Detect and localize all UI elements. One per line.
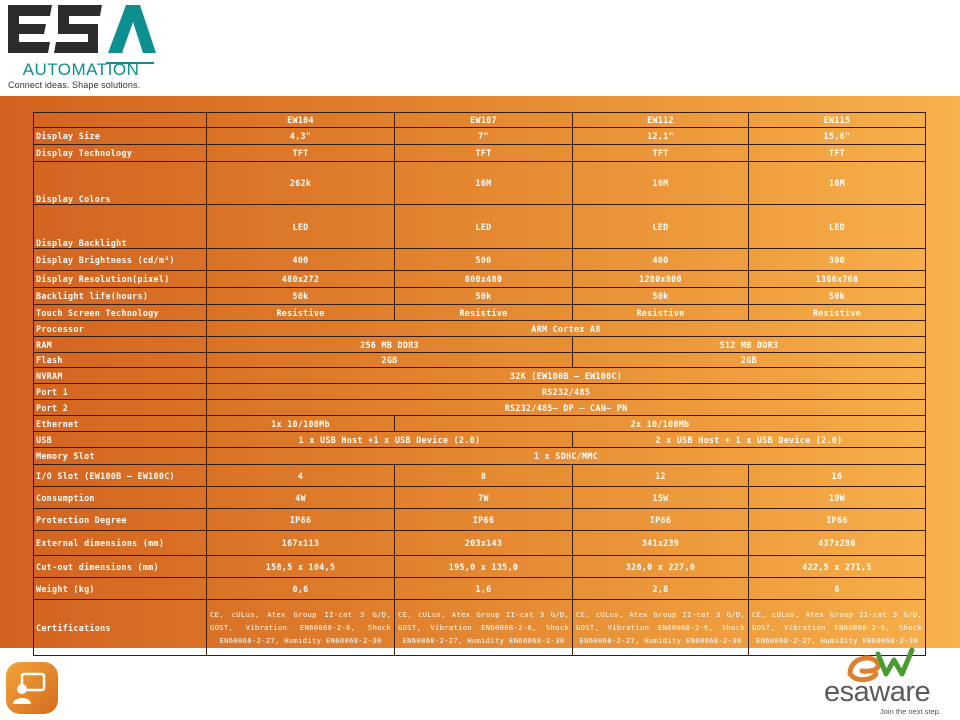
cell: Resistive [207,305,395,321]
row-label: Touch Screen Technology [34,305,207,321]
cell: 8 [395,465,573,487]
cell: 15W [573,487,749,509]
row-label: I/O Slot (EW100B – EW100C) [34,465,207,487]
cell: LED [395,205,573,249]
cell: RS232/485 [207,384,926,400]
row-label: External dimensions (mm) [34,531,207,556]
cell: Resistive [573,305,749,321]
cell: 2x 10/100Mb [395,416,926,432]
header-empty-cell [34,113,207,128]
cell: 0,6 [207,578,395,600]
esa-tagline: Connect ideas. Shape solutions. [8,80,141,90]
cell: 4,3" [207,128,395,145]
table-row [34,271,926,288]
cell: 7" [395,128,573,145]
cell: 12 [573,465,749,487]
row-label: Display Resolution(pixel) [34,271,207,288]
cell: ARM Cortex A8 [207,321,926,337]
cell: CE, cULus, Atex Group II-cat 3 G/D, GOST, Vibration EN60068-2-6, Shock EN60068-2-27, Humidity EN60068-2-30 [395,600,573,656]
cell: 326,0 x 227,0 [573,556,749,578]
table-row [34,162,926,205]
cell: 15,6" [749,128,926,145]
cell: 19W [749,487,926,509]
cell: 2GB [573,353,926,368]
row-label: Processor [34,321,207,337]
table-row [34,448,926,465]
table-row [34,249,926,271]
cell: 1,6 [395,578,573,600]
table-row [34,416,926,432]
table-row [34,337,926,353]
cell: TFT [749,145,926,162]
row-label: Weight (kg) [34,578,207,600]
row-label: NVRAM [34,368,207,384]
cell: 16M [749,162,926,205]
cell: 2,8 [573,578,749,600]
cell: RS232/485– DP – CAN– PN [207,400,926,416]
row-label: Protection Degree [34,509,207,531]
cell: 16M [395,162,573,205]
table-row [34,321,926,337]
table-row [34,465,926,487]
cell: 50k [207,288,395,305]
cell: 4 [207,465,395,487]
row-label: Display Colors [34,162,207,205]
cell: TFT [207,145,395,162]
row-label: Cut-out dimensions (mm) [34,556,207,578]
cell: LED [749,205,926,249]
table-row [34,305,926,321]
cell: 512 MB DDR3 [573,337,926,353]
cell: 341x239 [573,531,749,556]
table-row [34,600,926,656]
cell: 1 x SDHC/MMC [207,448,926,465]
header-ew104: EW104 [207,113,395,128]
table-row [34,400,926,416]
row-label: Backlight life(hours) [34,288,207,305]
cell: 256 MB DDR3 [207,337,573,353]
table-row [34,145,926,162]
table-row [34,353,926,368]
cell: LED [573,205,749,249]
cell: IP66 [749,509,926,531]
cell: 6 [749,578,926,600]
cell: 50k [573,288,749,305]
cell: 400 [573,249,749,271]
cell: 437x286 [749,531,926,556]
cell: CE, cULus, Atex Group II-cat 3 G/D, GOST, Vibration EN60068-2-6, Shock EN60068-2-27, Humidity EN60068-2-30 [573,600,749,656]
cell: 262k [207,162,395,205]
row-label: Memory Slot [34,448,207,465]
header-ew112: EW112 [573,113,749,128]
table-row [34,288,926,305]
cell: 2GB [207,353,573,368]
cell: 167x113 [207,531,395,556]
table-row [34,487,926,509]
cell: 2 x USB Host + 1 x USB Device (2.0) [573,432,926,448]
table-row [34,384,926,400]
cell: 195,0 x 135,0 [395,556,573,578]
esaware-tagline: Join the next step. [880,707,941,716]
esa-automation-logo [6,2,156,92]
cell: IP66 [207,509,395,531]
esaware-wordmark: esaware [824,676,931,708]
cell: 7W [395,487,573,509]
cell: 300 [749,249,926,271]
row-label: USB [34,432,207,448]
row-label: Display Technology [34,145,207,162]
cell: TFT [573,145,749,162]
cell: 12,1" [573,128,749,145]
table-row [34,205,926,249]
cell: 32K (EW100B – EW100C) [207,368,926,384]
header-ew107: EW107 [395,113,573,128]
row-label: Consumption [34,487,207,509]
cell: 50k [395,288,573,305]
cell: 203x143 [395,531,573,556]
cell: 1x 10/100Mb [207,416,395,432]
cell: 1366x768 [749,271,926,288]
cell: 480x272 [207,271,395,288]
cell: 158,5 x 104,5 [207,556,395,578]
cell: Resistive [749,305,926,321]
table-header-row [34,113,926,128]
cell: 400 [207,249,395,271]
cell: 4W [207,487,395,509]
table-row [34,578,926,600]
cell: IP66 [573,509,749,531]
row-label: Ethernet [34,416,207,432]
table-row [34,432,926,448]
cell: 50k [749,288,926,305]
cell: 800x480 [395,271,573,288]
cell: 16M [573,162,749,205]
row-label: Port 1 [34,384,207,400]
table-row [34,128,926,145]
row-label: Port 2 [34,400,207,416]
cell: 1280x800 [573,271,749,288]
row-label: Flash [34,353,207,368]
row-label: RAM [34,337,207,353]
cell: 16 [749,465,926,487]
cell: 500 [395,249,573,271]
table-row [34,531,926,556]
spec-table [33,112,926,656]
header-ew115: EW115 [749,113,926,128]
table-row [34,556,926,578]
cell: CE, cULus, Atex Group II-cat 3 G/D, GOST, Vibration EN60068-2-6, Shock EN60068-2-27, Humidity EN60068-2-30 [207,600,395,656]
cell: Resistive [395,305,573,321]
row-label: Display Backlight [34,205,207,249]
table-row [34,368,926,384]
cell: LED [207,205,395,249]
esa-automation-wordmark: AUTOMATION [22,60,140,79]
cell: CE, cULus, Atex Group II-cat 3 G/D, GOST, Vibration EN60068-2-6, Shock EN60068-2-27, Humidity EN60068-2-30 [749,600,926,656]
cell: 1 x USB Host +1 x USB Device (2.0) [207,432,573,448]
cell: 422,5 x 271,5 [749,556,926,578]
monitor-person-icon [6,662,58,714]
cell: IP66 [395,509,573,531]
row-label: Display Brightness (cd/m²) [34,249,207,271]
table-row [34,509,926,531]
presentation-button[interactable] [6,662,58,714]
row-label: Certifications [34,600,207,656]
cell: TFT [395,145,573,162]
row-label: Display Size [34,128,207,145]
